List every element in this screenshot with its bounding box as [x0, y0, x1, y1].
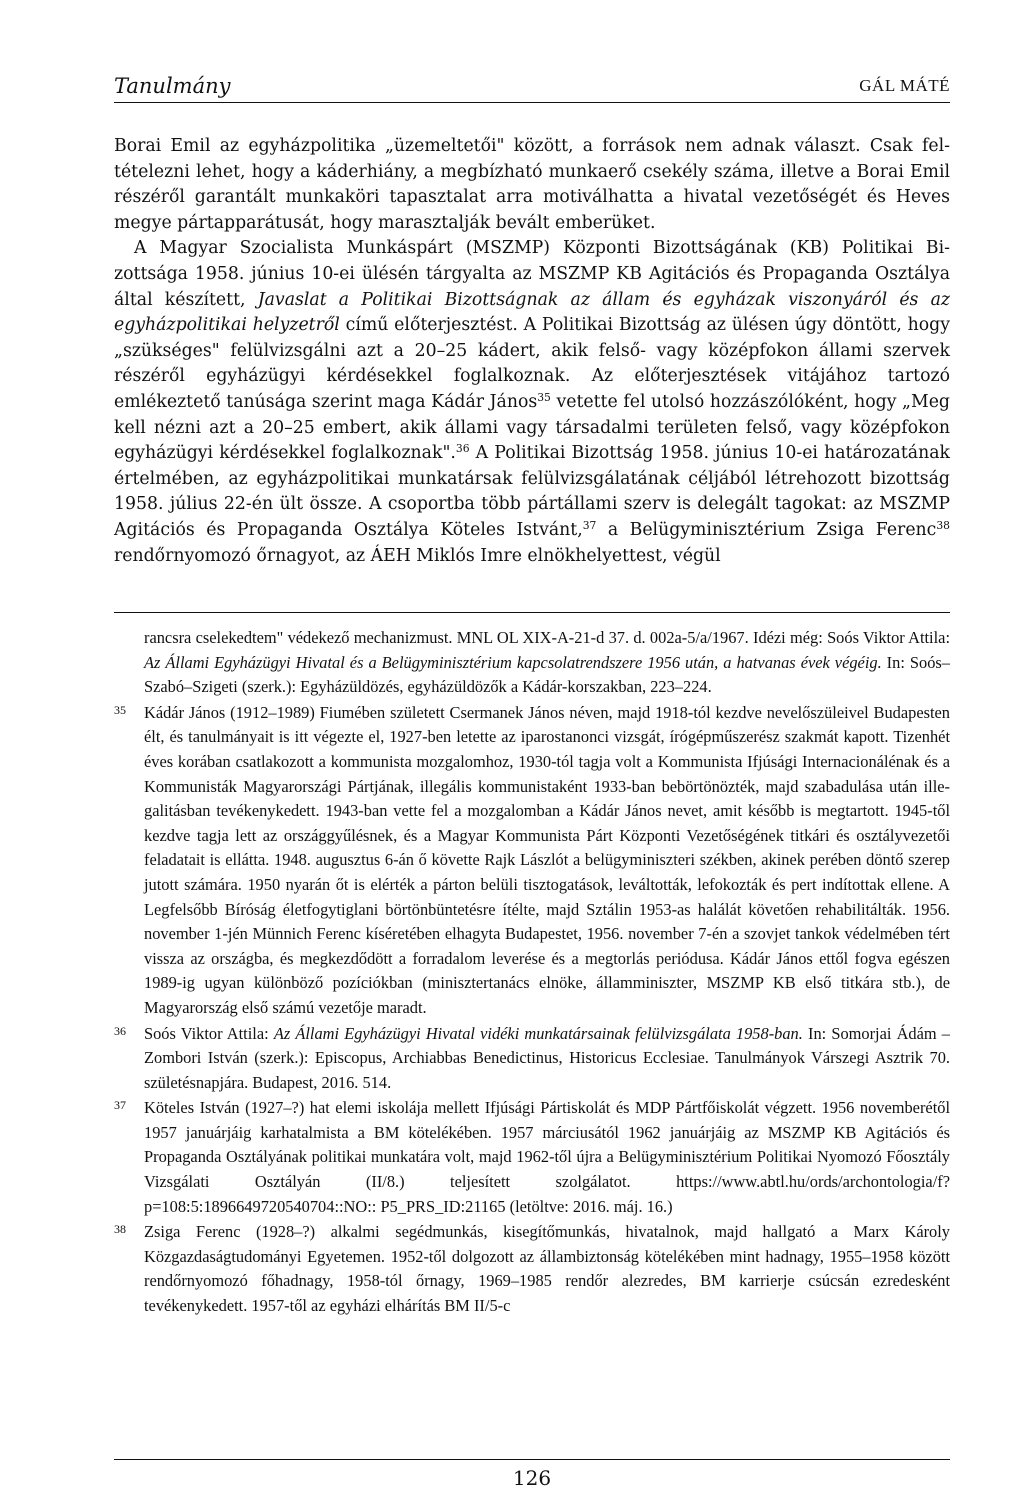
footnote-ref-35[interactable]: 35 [537, 391, 551, 405]
paragraph-2 [114, 236, 950, 569]
footnote-number: 37 [114, 1098, 126, 1113]
footnote-36 [114, 1022, 950, 1096]
text-run: vetette fel utolsó hozzászólóként, hogy „Meg kell nézni azt a 20–25 embert, akik állami vagy társadalmi területen felső, vagy középfokon egyházügyi kérdésekkel foglalkoznak". [114, 391, 950, 464]
footnote-text: Köteles István (1927–?) hat elemi iskolája mellett Ifjúsági Pártiskolát és MDP Pártfőiskolát végzett. 1956 novemberétől 1957 januárjáig karhatalmista a BM kötelékében. 1957 márciusától 1962 januárjáig az MSZMP KB Agitációs és Propaganda Osztályának politikai munkatára volt, majd 1962-től újra a Belügyminisztérium Politikai Nyomozó Főosztály Vizsgálati Osztályán (II/8.) teljesített szolgálatot. https://www.abtl.hu/ords/archontologia/f?p=108:5:1896649720540704::NO:: P5_PRS_ID:21165 (letöltve: 2016. máj. 16.) [144, 1098, 950, 1216]
page-number: 126 [512, 1466, 552, 1490]
document-title: Javaslat a Politikai Bizottságnak az állam és egyházak viszonyáról és az egyházpolitikai helyzetről [114, 289, 951, 336]
author-name: GÁL MÁTÉ [859, 76, 950, 95]
footnote-separator [114, 612, 950, 613]
paragraph-1: Borai Emil az egyházpolitika „üzemeltetői" között, a források nem adnak választ. Csak feltételezni lehet, hogy a káderhiány, a megbízható munkaerő csekély száma, illetve a Borai Emil részéről garantált munkaköri tapasztalat arra motiválhatta a hivatal vezetőségét és Heves megye pártapparátusát, hogy marasztalják bevált emberüket. [114, 136, 950, 233]
footnote-35 [114, 701, 950, 1021]
footnote-text: Kádár János (1912–1989) Fiumében született Csermanek János néven, majd 1918-tól kezdve nevelőszüleivel Budapesten élt, és tanulmányait is itt végezte el, 1927-ben letette az iparostanonci vizsgát, írógépműszerész szakmát kapott. Tizenhét éves korában csatlakozott a kommunista mozgalomhoz, 1930-tól tagja volt a Kommunista Ifjúsági Internacionálénak és a Kommunisták Magyarországi Pártjának, illegális kommunistaként 1933-ban bebörtönözték, majd szabadulása után illegalitásban tevékenykedett. 1943-ban vette fel a mozgalomban a Kádár János nevet, amit később is megtartott. 1945-től kezdve tagja lett az országgyűlésnek, és a Magyar Kommunista Párt Központi Vezetőségének titkári és osztályvezetői feladatait is ellátta. 1948. augusztus 6-án ő követte Rajk Lászlót a belügyminiszteri székben, akinek perében döntő szerep jutott számára. 1950 nyarán őt is elérték a párton belüli tisztogatások, leváltották, lefokozták és pert indítottak ellene. A Legfelsőbb Bíróság életfogytiglani börtönbüntetésre ítélte, majd Sztálin 1953-as halálát követően rehabilitálták. 1956. november 1-jén Münnich Ferenc kíséretében elhagyta Budapestet, 1956. november 7-én a szovjet tankok védelmében tért vissza az országba, és megkezdődött a forradalom leverése és a megtorlás periódusa. Kádár János ettől fogva egészen 1989-ig ugyan különböző pozíciókban (minisztertanács elnöke, államminiszter, MSZMP KB első titkára stb.), de Magyarország első számú vezetője maradt. [144, 702, 950, 1017]
cited-title: Az Állami Egyházügyi Hivatal vidéki munkatársainak felülvizsgálata 1958-ban. [273, 1023, 803, 1043]
footnote-number: 36 [114, 1023, 126, 1038]
main-text [114, 134, 950, 569]
running-head [114, 72, 950, 103]
footnote-number: 38 [114, 1222, 126, 1237]
footnote-number: 35 [114, 702, 126, 717]
section-label: Tanulmány [114, 74, 231, 98]
text-run: In: Soós–Szabó–Szigeti (szerk.): Egyházüldözés, egyházüldözők a Kádár-korszakban, 223–224. [144, 652, 950, 697]
text-run: Soós Viktor Attila: [144, 1023, 274, 1043]
text-run: A Politikai Bizottság 1958. június 10-ei határozatának értelmében, az egyházpolitikai munkatársak felülvizsgálatának céljából létrehozott bizottság 1958. július 22-én ült össze. A csoportba több pártállami szerv is delegált tagokat: az MSZMP Agitációs és Propaganda Osztálya Köteles Istvánt, [114, 443, 950, 540]
footnote-ref-37[interactable]: 37 [582, 519, 597, 533]
footnote-37 [114, 1096, 950, 1219]
text-run: rancsra cselekedtem" védekező mechanizmust. MNL OL XIX-A-21-d 37. d. 002a-5/a/1967. Idézi még: Soós Viktor Attila: [144, 628, 950, 647]
footnote-ref-38[interactable]: 38 [936, 519, 950, 533]
text-run: című előterjesztést. A Politikai Bizottság az ülésen úgy döntött, hogy „szükséges" felülvizsgálni azt a 20–25 kádert, akik felső- vagy középfokon állami szervek részéről egyházügyi kérdésekkel foglalkoznak. Az előterjesztések vitájához tartozó emlékeztető tanúsága szerint maga Kádár János [114, 315, 951, 412]
cited-title: Az Állami Egyházügyi Hivatal és a Belügyminisztérium kapcsolatrendszere 1956 után, a hatvanas évek végéig. [144, 652, 882, 672]
footnote-text: Zsiga Ferenc (1928–?) alkalmi segédmunkás, kisegítőmunkás, hivatalnok, majd hallgató a Marx Károly Közgazdaságtudományi Egyetemen. 1952-től dolgozott az állambiztonság kötelékében mint hadnagy, 1955–1958 között rendőrnyomozó főhadnagy, 1958-tól őrnagy, 1969–1985 rendőr alezredes, BM karrierje csúcsán ezredesként tevékenykedett. 1957-től az egyházi elhárítás BM II/5-c [144, 1222, 950, 1316]
text-run: a Belügyminisztérium Zsiga Ferenc [596, 519, 937, 540]
text-run: In: Somorjai Ádám – Zombori István (szerk.): Episcopus, Archiabbas Benedictinus, Historicus Ecclesiae. Tanulmányok Várszegi Asztrik 70. születésnapjára. Budapest, 2016. 514. [144, 1023, 950, 1092]
footnote-38 [114, 1220, 950, 1318]
footnotes [114, 626, 950, 1320]
text-run: A Magyar Szocialista Munkáspárt (MSZMP) Központi Bizottságának (KB) Politikai Bizottsága 1958. június 10-ei ülésén tárgyalta az MSZMP KB Agitációs és Propaganda Osztálya által készített, [114, 238, 950, 310]
text-run: rendőrnyomozó őrnagyot, az ÁEH Miklós Imre elnökhelyettest, végül [114, 545, 721, 566]
footnote-continued [114, 626, 950, 700]
footnote-ref-36[interactable]: 36 [455, 442, 470, 456]
bottom-rule [114, 1459, 950, 1460]
